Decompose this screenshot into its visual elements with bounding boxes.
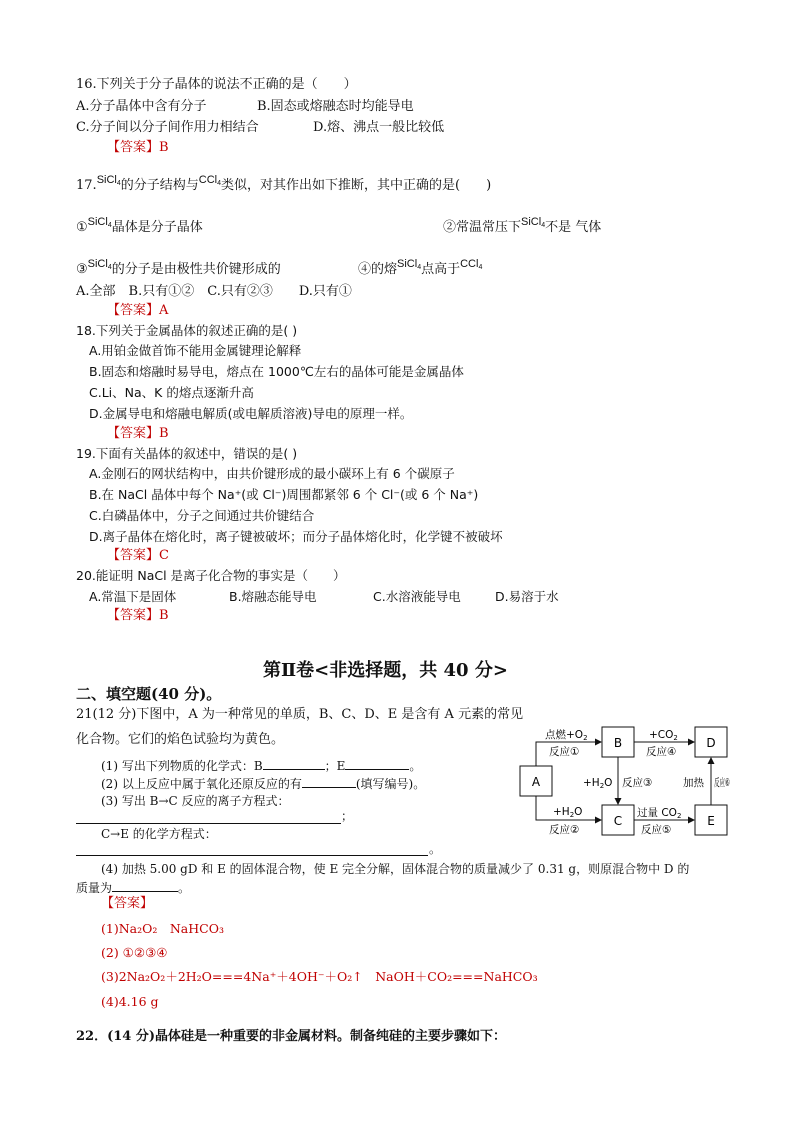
reaction1-label: 反应①: [549, 746, 580, 758]
reaction5-label: 反应⑤: [641, 824, 672, 836]
q16-option-a: A.分子晶体中含有分子: [76, 99, 207, 114]
q17-answer: 【答案】A: [107, 303, 169, 318]
node-e-label: E: [707, 814, 715, 828]
q17-stem: 17.$^{SiCl4}$的分子结构与$^{CCl4}$类似，对其作出如下推断，其中正确的是( ): [76, 174, 492, 193]
q21-c-to-e-label: C→E 的化学方程式：: [101, 827, 217, 841]
answer-blank-b[interactable]: [263, 757, 325, 770]
q16-stem: 16.下列关于分子晶体的说法不正确的是（ ）: [76, 77, 357, 92]
q17-statement-4: ④的熔$^{SiCl4}$点高于$^{CCl4}$: [358, 258, 483, 277]
q21-answer-2: (2) ①②③④: [101, 945, 168, 960]
q21-answer-3: (3)2Na₂O₂＋2H₂O===4Na⁺＋4OH⁻＋O₂↑ NaOH＋CO₂===NaHCO₃: [101, 969, 538, 984]
reaction5-condition: 过量 CO2: [637, 807, 682, 820]
reaction1-condition: 点燃+O2: [545, 729, 588, 742]
q21-part1: (1) 写出下列物质的化学式：B ；E 。: [101, 759, 422, 773]
part2-title: 第Ⅱ卷<非选择题，共 40 分>: [263, 660, 508, 681]
q19-option-d: D.离子晶体在熔化时，离子键被破坏；而分子晶体熔化时，化学键不被破坏: [89, 529, 503, 544]
q20-option-b: B.熔融态能导电: [229, 589, 317, 604]
q21-part3: (3) 写出 B→C 反应的离子方程式：: [101, 794, 290, 808]
q19-stem: 19.下面有关晶体的叙述中，错误的是( ): [76, 446, 298, 461]
q18-option-a: A.用铂金做首饰不能用金属键理论解释: [89, 343, 302, 358]
q18-option-b: B.固态和熔融时易导电，熔点在 1000℃左右的晶体可能是金属晶体: [89, 364, 464, 379]
sicl4-formula: SiCl4: [96, 174, 121, 187]
q16-answer: 【答案】B: [107, 140, 169, 155]
q20-option-d: D.易溶于水: [495, 589, 559, 604]
q20-stem: 20.能证明 NaCl 是离子化合物的事实是（ ）: [76, 568, 346, 583]
q21-part2: (2) 以上反应中属于氧化还原反应的有 (填写编号)。: [101, 777, 426, 791]
q18-option-d: D.金属导电和熔融电解质(或电解质溶液)导电的原理一样。: [89, 406, 413, 421]
answer-line-c-to-e[interactable]: [76, 855, 428, 856]
q21-semicolon: ；: [341, 809, 354, 823]
reaction3-condition: +H2O: [583, 777, 613, 790]
reaction2-condition: +H2O: [553, 806, 583, 819]
q17-statement-2: ②常温常压下$^{SiCl4}$不是 气体: [443, 216, 602, 235]
q17-options: A.全部 B.只有①② C.只有②③ D.只有①: [76, 284, 352, 299]
reaction2-label: 反应②: [549, 824, 580, 836]
q17-statement-1: ①$^{SiCl4}$晶体是分子晶体: [76, 216, 203, 235]
q20-option-a: A.常温下是固体: [89, 589, 177, 604]
reaction-flow-diagram: [515, 722, 745, 840]
q21-line2: 化合物。它们的焰色试验均为黄色。: [76, 732, 285, 747]
reaction4-label: 反应④: [646, 746, 677, 758]
node-d-label: D: [706, 736, 716, 750]
q21-part4-line2: 质量为 。: [76, 881, 191, 895]
q16-option-b: B.固态或熔融态时均能导电: [257, 99, 414, 114]
reaction6-label: 反应⑥: [714, 777, 745, 789]
q21-answer-label: 【答案】: [101, 896, 154, 911]
q21-line1: 21(12 分)下图中，A 为一种常见的单质，B、C、D、E 是含有 A 元素的常见: [76, 707, 524, 722]
answer-blank-mass[interactable]: [112, 879, 178, 892]
node-a-label: A: [531, 775, 541, 789]
q21-answer-4: (4)4.16 g: [101, 994, 159, 1009]
q20-answer: 【答案】B: [107, 608, 169, 623]
q18-answer: 【答案】B: [107, 426, 169, 441]
node-b-label: B: [613, 736, 623, 750]
q16-option-c: C.分子间以分子间作用力相结合: [76, 120, 259, 135]
q22-line1: 22．(14 分)晶体硅是一种重要的非金属材料。制备纯硅的主要步骤如下：: [76, 1029, 507, 1044]
answer-blank-e[interactable]: [345, 757, 409, 770]
q20-option-c: C.水溶液能导电: [373, 589, 461, 604]
q17-statement-3: ③$^{SiCl4}$的分子是由极性共价键形成的: [76, 258, 281, 277]
q21-period: 。: [429, 842, 442, 856]
reaction6-condition: 加热: [683, 777, 704, 789]
ccl4-formula: CCl4: [198, 174, 222, 187]
q18-stem: 18.下列关于金属晶体的叙述正确的是( ): [76, 323, 298, 338]
section-heading: 二、填空题(40 分)。: [76, 685, 222, 703]
q19-option-b: B.在 NaCl 晶体中每个 Na⁺(或 Cl⁻)周围都紧邻 6 个 Cl⁻(或 6 个 Na⁺): [89, 487, 479, 502]
q16-option-d: D.熔、沸点一般比较低: [313, 120, 445, 135]
q21-part4-line1: (4) 加热 5.00 gD 和 E 的固体混合物，使 E 完全分解，固体混合物的质量减少了 0.31 g，则原混合物中 D 的: [101, 862, 690, 876]
reaction3-label: 反应③: [622, 777, 653, 789]
q19-option-c: C.白磷晶体中，分子之间通过共价键结合: [89, 508, 315, 523]
reaction4-condition: +CO2: [649, 729, 678, 742]
q19-answer: 【答案】C: [107, 548, 169, 563]
answer-blank-redox[interactable]: [302, 775, 356, 788]
q19-option-a: A.金刚石的网状结构中，由共价键形成的最小碳环上有 6 个碳原子: [89, 466, 455, 481]
answer-line-b-to-c[interactable]: [76, 823, 341, 824]
q18-option-c: C.Li、Na、K 的熔点逐渐升高: [89, 385, 254, 400]
node-c-label: C: [613, 814, 623, 828]
q21-answer-1: (1)Na₂O₂ NaHCO₃: [101, 921, 224, 936]
